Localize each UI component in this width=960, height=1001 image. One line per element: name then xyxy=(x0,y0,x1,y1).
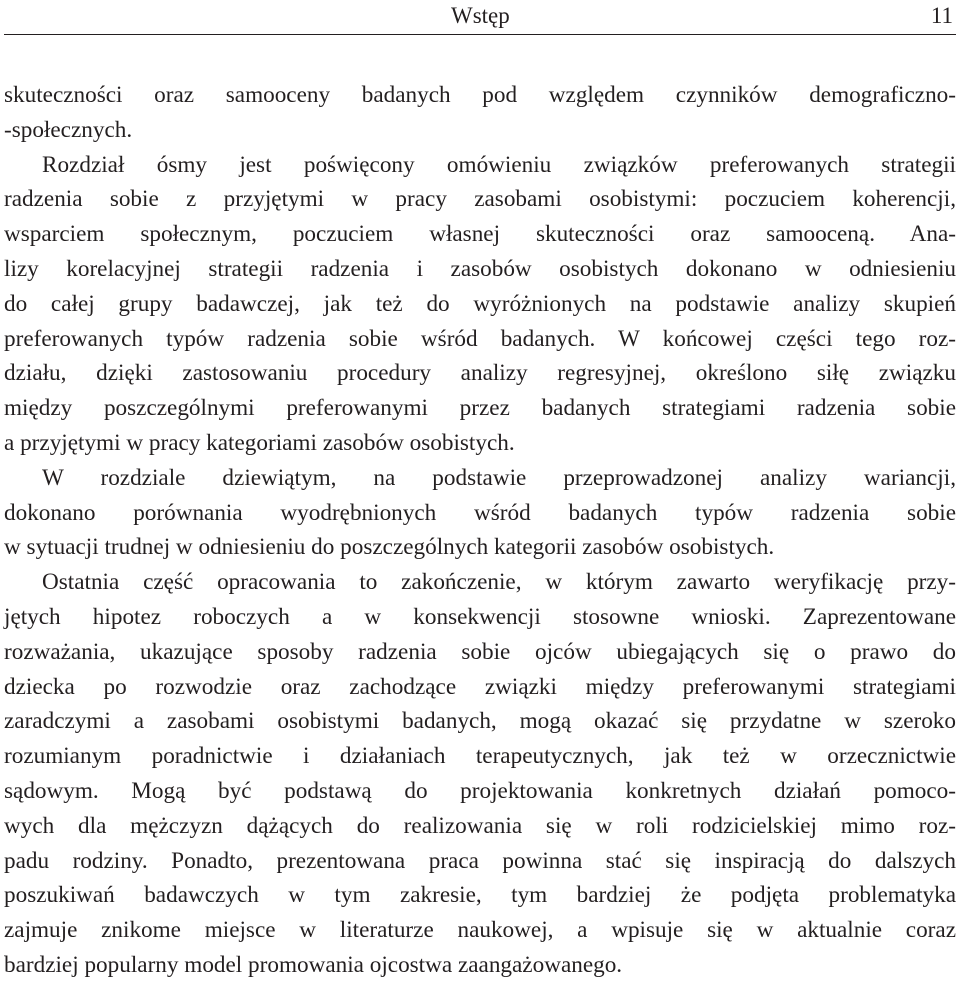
body-text xyxy=(4,78,956,983)
text-line: działu, dzięki zastosowaniu procedury analizy regresyjnej, określono siłę związku xyxy=(4,360,956,387)
text-line: padu rodziny. Ponadto, prezentowana praca powinna stać się inspiracją do dalszych xyxy=(4,847,956,874)
text-line: dziecka po rozwodzie oraz zachodzące związki między preferowanymi strategiami xyxy=(4,673,956,700)
text-line: lizy korelacyjnej strategii radzenia i zasobów osobistych dokonano w odniesieniu xyxy=(4,255,956,282)
text-line: w sytuacji trudnej w odniesieniu do poszczególnych kategorii zasobów osobistych. xyxy=(4,534,775,561)
running-title: Wstęp xyxy=(451,3,510,28)
text-line: wych dla mężczyzn dążących do realizowania się w roli rodzicielskiej mimo roz- xyxy=(4,812,956,839)
text-line: -społecznych. xyxy=(4,116,133,143)
text-line: wsparciem społecznym, poczuciem własnej skuteczności oraz samooceną. Ana- xyxy=(4,221,956,248)
page-number: 11 xyxy=(930,3,953,28)
text-line: między poszczególnymi preferowanymi przez badanych strategiami radzenia sobie xyxy=(4,395,956,422)
text-line: preferowanych typów radzenia sobie wśród badanych. W końcowej części tego roz- xyxy=(4,325,956,352)
text-line: dokonano porównania wyodrębnionych wśród badanych typów radzenia sobie xyxy=(4,499,956,526)
text-line: rozważania, ukazujące sposoby radzenia sobie ojców ubiegających się o prawo do xyxy=(4,638,956,665)
text-line: a przyjętymi w pracy kategoriami zasobów osobistych. xyxy=(4,429,515,456)
text-line: rozumianym poradnictwie i działaniach terapeutycznych, jak też w orzecznictwie xyxy=(4,743,956,770)
text-line: radzenia sobie z przyjętymi w pracy zasobami osobistymi: poczuciem koherencji, xyxy=(4,186,956,213)
page-header xyxy=(4,0,956,35)
text-line: skuteczności oraz samooceny badanych pod względem czynników demograficzno- xyxy=(4,82,956,108)
text-line: zaradczymi a zasobami osobistymi badanych, mogą okazać się przydatne w szeroko xyxy=(4,708,956,735)
text-line: bardziej popularny model promowania ojcostwa zaangażowanego. xyxy=(4,951,623,978)
text-line: Rozdział ósmy jest poświęcony omówieniu związków preferowanych strategii xyxy=(42,151,956,178)
text-line: do całej grupy badawczej, jak też do wyróżnionych na podstawie analizy skupień xyxy=(4,290,956,317)
text-line: W rozdziale dziewiątym, na podstawie przeprowadzonej analizy wariancji, xyxy=(42,464,956,491)
text-line: poszukiwań badawczych w tym zakresie, tym bardziej że podjęta problematyka xyxy=(4,882,956,909)
text-line: zajmuje znikome miejsce w literaturze naukowej, a wpisuje się w aktualnie coraz xyxy=(4,917,956,944)
text-line: sądowym. Mogą być podstawą do projektowania konkretnych działań pomoco- xyxy=(4,777,956,804)
text-line: jętych hipotez roboczych a w konsekwencji stosowne wnioski. Zaprezentowane xyxy=(4,603,956,630)
text-line: Ostatnia część opracowania to zakończenie, w którym zawarto weryfikację przy- xyxy=(42,569,956,596)
